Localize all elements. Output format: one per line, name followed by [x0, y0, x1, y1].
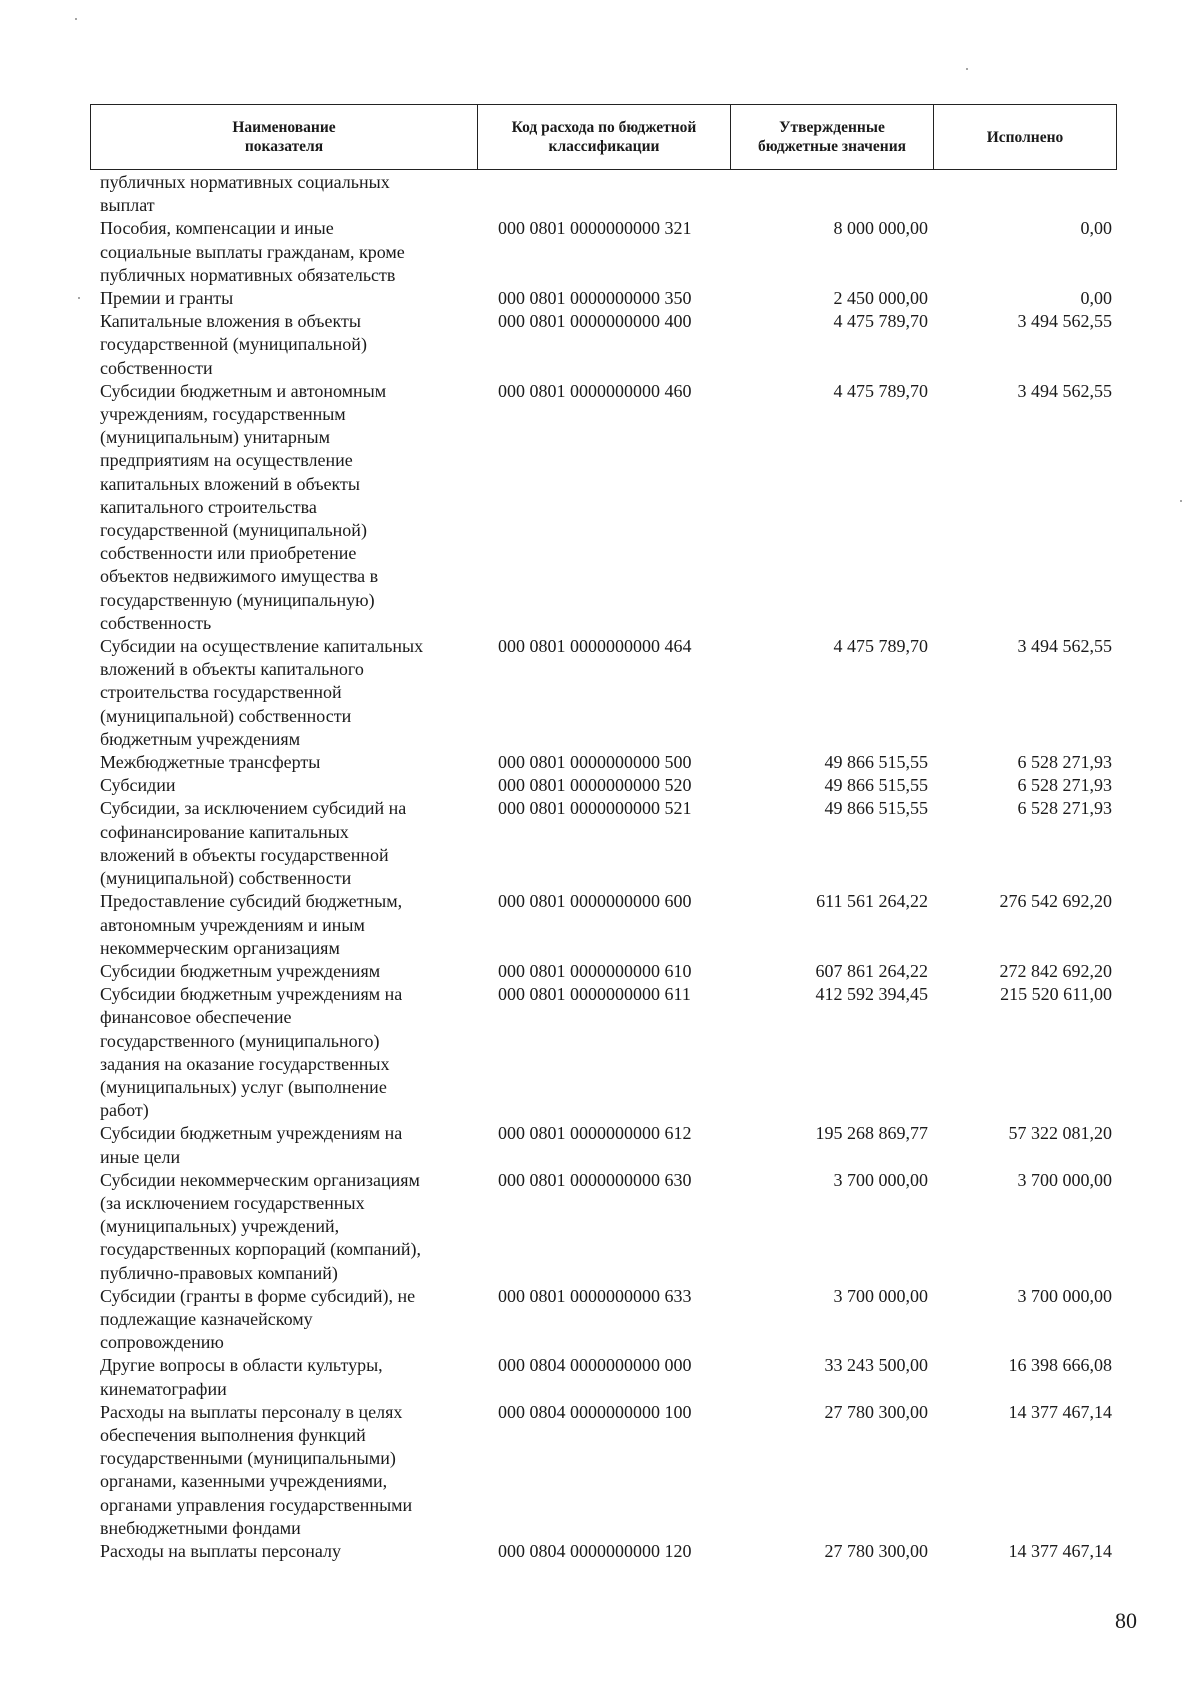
- row-approved: 4 475 789,70: [833, 380, 928, 401]
- table-row: [0, 217, 1200, 287]
- table-row: [0, 287, 1200, 310]
- row-name: Субсидии бюджетным учреждениям на иные цели: [100, 1123, 403, 1167]
- row-name: Межбюджетные трансферты: [100, 752, 321, 773]
- row-code: 000 0801 0000000000 521: [498, 798, 692, 819]
- row-code: 000 0801 0000000000 600: [498, 891, 692, 912]
- row-executed: 14 377 467,14: [1008, 1540, 1112, 1561]
- row-code: 000 0804 0000000000 120: [498, 1540, 692, 1561]
- row-executed: 14 377 467,14: [1008, 1401, 1112, 1422]
- table-row: [0, 890, 1200, 960]
- table-row: [0, 751, 1200, 774]
- row-executed: 3 700 000,00: [1017, 1169, 1112, 1190]
- table-row: [0, 983, 1200, 1122]
- row-code: 000 0801 0000000000 321: [498, 218, 692, 239]
- header-approved-column: Утвержденные бюджетные значения: [730, 105, 933, 169]
- row-executed: 6 528 271,93: [1017, 798, 1112, 819]
- row-executed: 57 322 081,20: [1008, 1123, 1112, 1144]
- table-row: [0, 1354, 1200, 1400]
- row-code: 000 0801 0000000000 611: [498, 984, 691, 1005]
- scan-speck: [78, 297, 80, 299]
- row-code: 000 0804 0000000000 000: [498, 1355, 692, 1376]
- row-code: 000 0801 0000000000 464: [498, 636, 692, 657]
- header-executed-column: Исполнено: [933, 105, 1116, 169]
- table-row: [0, 380, 1200, 635]
- row-code: 000 0801 0000000000 520: [498, 775, 692, 796]
- row-name: Расходы на выплаты персоналу: [100, 1540, 341, 1561]
- row-executed: 272 842 692,20: [999, 960, 1112, 981]
- row-name: публичных нормативных социальных выплат: [100, 172, 390, 216]
- row-name: Расходы на выплаты персоналу в целях обеспечения выполнения функций государственными (муниципальными) органами, казенными учреждениями, органами управления государственными внебюджетными фондами: [100, 1401, 413, 1538]
- page-number: 80: [1115, 1608, 1137, 1633]
- row-code: 000 0801 0000000000 500: [498, 752, 692, 773]
- row-approved: 611 561 264,22: [816, 891, 928, 912]
- row-executed: 6 528 271,93: [1017, 752, 1112, 773]
- row-approved: 27 780 300,00: [824, 1540, 928, 1561]
- row-approved: 33 243 500,00: [824, 1355, 928, 1376]
- row-code: 000 0801 0000000000 612: [498, 1123, 692, 1144]
- scan-speck: [75, 18, 77, 20]
- row-name: Другие вопросы в области культуры, кинематографии: [100, 1355, 383, 1399]
- header-name-column: Наименование показателя: [232, 119, 336, 155]
- row-name: Субсидии на осуществление капитальных вложений в объекты капитального строительства государственной (муниципальной) собственности бюджетным учреждениям: [100, 636, 424, 749]
- row-executed: 3 494 562,55: [1017, 636, 1112, 657]
- row-code: 000 0804 0000000000 100: [498, 1401, 692, 1422]
- row-executed: 276 542 692,20: [999, 891, 1112, 912]
- table-row: [0, 1122, 1200, 1168]
- row-name: Предоставление субсидий бюджетным, автономным учреждениям и иным некоммерческим организациям: [100, 891, 403, 958]
- row-name: Субсидии: [100, 775, 176, 796]
- row-executed: 16 398 666,08: [1008, 1355, 1112, 1376]
- scan-speck: [966, 68, 968, 70]
- row-code: 000 0801 0000000000 610: [498, 960, 692, 981]
- row-approved: 4 475 789,70: [833, 311, 928, 332]
- row-executed: 3 700 000,00: [1017, 1285, 1112, 1306]
- row-name: Субсидии (гранты в форме субсидий), не подлежащие казначейскому сопровождению: [100, 1285, 416, 1353]
- row-approved: 27 780 300,00: [824, 1401, 928, 1422]
- row-name: Субсидии, за исключением субсидий на софинансирование капитальных вложений в объекты государственной (муниципальной) собственности: [100, 798, 407, 889]
- row-name: Капитальные вложения в объекты государственной (муниципальной) собственности: [100, 311, 367, 378]
- scan-speck: [1180, 500, 1182, 502]
- row-code: 000 0801 0000000000 400: [498, 311, 692, 332]
- table-header: [90, 104, 1117, 170]
- table-body: [0, 171, 1200, 1563]
- table-row: [0, 1540, 1200, 1563]
- row-name: Субсидии бюджетным учреждениям: [100, 960, 381, 981]
- row-executed: 6 528 271,93: [1017, 775, 1112, 796]
- row-executed: 0,00: [1080, 288, 1112, 309]
- row-name: Премии и гранты: [100, 288, 234, 309]
- row-approved: 607 861 264,22: [815, 960, 928, 981]
- table-row: [0, 635, 1200, 751]
- row-executed: 3 494 562,55: [1017, 380, 1112, 401]
- row-name: Пособия, компенсации и иные социальные выплаты гражданам, кроме публичных нормативных обязательств: [100, 218, 405, 285]
- row-approved: 4 475 789,70: [833, 636, 928, 657]
- table-row: [0, 1285, 1200, 1355]
- row-code: 000 0801 0000000000 633: [498, 1285, 692, 1306]
- row-approved: 49 866 515,55: [824, 775, 928, 796]
- row-approved: 49 866 515,55: [824, 798, 928, 819]
- row-approved: 2 450 000,00: [833, 288, 928, 309]
- header-code-column: Код расхода по бюджетной классификации: [477, 105, 730, 169]
- row-name: Субсидии бюджетным и автономным учреждениям, государственным (муниципальным) унитарным предприятиям на осуществление капитальных вложений в объекты капитального строительства государственной (муниципальной) собственности или приобретение объектов недвижимого имущества в государственную (муниципальную) собственность: [100, 380, 387, 633]
- row-approved: 412 592 394,45: [815, 984, 928, 1005]
- row-code: 000 0801 0000000000 630: [498, 1169, 692, 1190]
- table-row: [0, 1169, 1200, 1285]
- table-row: [0, 171, 1200, 217]
- row-executed: 0,00: [1080, 218, 1112, 239]
- table-row: [0, 774, 1200, 797]
- row-name: Субсидии некоммерческим организациям (за исключением государственных (муниципальных) учреждений, государственных корпораций (компаний), публично-правовых компаний): [100, 1169, 421, 1283]
- row-name: Субсидии бюджетным учреждениям на финансовое обеспечение государственного (муниципального) задания на оказание государственных (муниципальных) услуг (выполнение работ): [100, 984, 403, 1121]
- row-approved: 3 700 000,00: [833, 1169, 928, 1190]
- row-approved: 49 866 515,55: [824, 752, 928, 773]
- table-row: [0, 797, 1200, 890]
- row-approved: 195 268 869,77: [815, 1123, 928, 1144]
- table-row: [0, 960, 1200, 983]
- row-executed: 3 494 562,55: [1017, 311, 1112, 332]
- row-approved: 3 700 000,00: [833, 1285, 928, 1306]
- row-code: 000 0801 0000000000 350: [498, 288, 692, 309]
- table-row: [0, 310, 1200, 380]
- row-approved: 8 000 000,00: [833, 218, 928, 239]
- row-code: 000 0801 0000000000 460: [498, 380, 692, 401]
- table-row: [0, 1401, 1200, 1540]
- row-executed: 215 520 611,00: [1000, 984, 1112, 1005]
